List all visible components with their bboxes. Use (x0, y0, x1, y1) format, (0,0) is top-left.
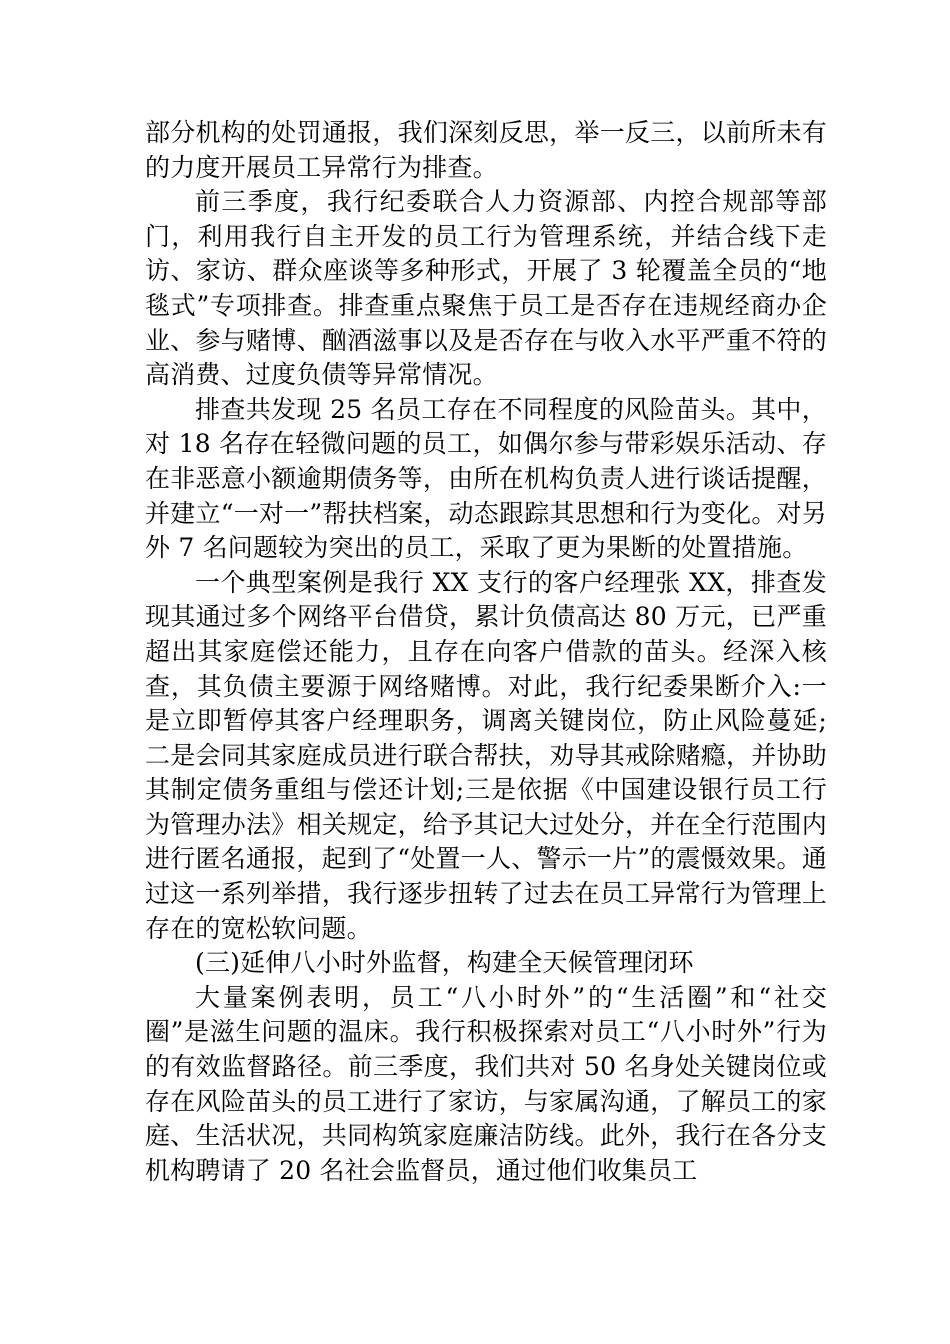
paragraph-typical-case: 一个典型案例是我行 XX 支行的客户经理张 XX，排查发现其通过多个网络平台借贷，累计负债高达 80 万元，已严重超出其家庭偿还能力，且存在向客户借款的苗头。经深入核查，其负债主要源于网络赌博。对此，我行纪委果断介入:一是立即暂停其客户经理职务，调离关键岗位，防止风险蔓延;二是会同其家庭成员进行联合帮扶，劝导其戒除赌瘾，并协助其制定债务重组与偿还计划;三是依据《中国建设银行员工行为管理办法》相关规定，给予其记大过处分，并在全行范围内进行匿名通报，起到了“处置一人、警示一片”的震慑效果。通过这一系列举措，我行逐步扭转了过去在员工异常行为管理上存在的宽松软问题。 (145, 567, 827, 943)
document-body (145, 116, 827, 1188)
section-heading: (三)延伸八小时外监督，构建全天候管理闭环 (195, 948, 694, 978)
paragraph-investigation-results: 排查共发现 25 名员工存在不同程度的风险苗头。其中，对 18 名存在轻微问题的员工，如偶尔参与带彩娱乐活动、存在非恶意小额逾期债务等，由所在机构负责人进行谈话提醒，并建立“一对一”帮扶档案，动态跟踪其思想和行为变化。对另外 7 名问题较为突出的员工，采取了更为果断的处置措施。 (145, 394, 827, 563)
paragraph-investigation-methods: 前三季度，我行纪委联合人力资源部、内控合规部等部门，利用我行自主开发的员工行为管理系统，并结合线下走访、家访、群众座谈等多种形式，开展了 3 轮覆盖全员的“地毯式”专项排查。排查重点聚焦于员工是否存在违规经商办企业、参与赌博、酗酒滋事以及是否存在与收入水平严重不符的高消费、过度负债等异常情况。 (145, 187, 827, 390)
paragraph-after-hours-supervision: 大量案例表明，员工“八小时外”的“生活圈”和“社交圈”是滋生问题的温床。我行积极探索对员工“八小时外”行为的有效监督路径。前三季度，我们共对 50 名身处关键岗位或存在风险苗头的员工进行了家访，与家属沟通，了解员工的家庭、生活状况，共同构筑家庭廉洁防线。此外，我行在各分支机构聘请了 20 名社会监督员，通过他们收集员工 (145, 982, 827, 1185)
paragraph-continuation: 部分机构的处罚通报，我们深刻反思，举一反三，以前所未有的力度开展员工异常行为排查。 (145, 118, 827, 182)
